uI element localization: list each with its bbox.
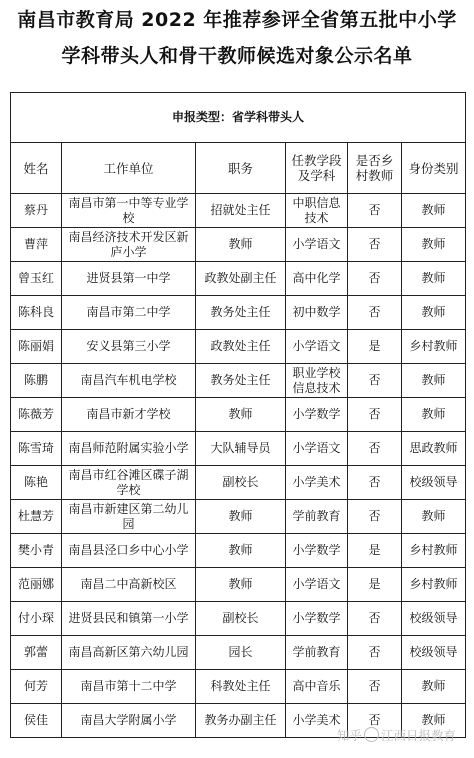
table-row — [11, 262, 466, 296]
cell-name: 范丽娜 — [11, 568, 62, 602]
cell-subject: 学前教育 — [286, 500, 348, 534]
cell-name: 侯佳 — [11, 704, 62, 738]
cell-rural: 否 — [348, 398, 402, 432]
header-identity: 身份类别 — [402, 143, 466, 194]
table-row — [11, 398, 466, 432]
header-rural: 是否乡村教师 — [348, 143, 402, 194]
cell-rural: 否 — [348, 466, 402, 500]
table-row — [11, 568, 466, 602]
cell-work-unit: 安义县第三小学 — [62, 330, 196, 364]
cell-rural: 是 — [348, 568, 402, 602]
cell-position: 大队辅导员 — [196, 432, 286, 466]
cell-work-unit: 南昌大学附属小学 — [62, 704, 196, 738]
cell-work-unit: 南昌高新区第六幼儿园 — [62, 636, 196, 670]
section-heading: 申报类型：省学科带头人 — [11, 93, 466, 143]
cell-position: 科教处主任 — [196, 670, 286, 704]
table-row — [11, 602, 466, 636]
table-row — [11, 364, 466, 398]
watermark — [337, 726, 456, 744]
cell-work-unit: 南昌市新建区第二幼儿园 — [62, 500, 196, 534]
table-row — [11, 466, 466, 500]
cell-rural: 否 — [348, 704, 402, 738]
cell-name: 陈雪琦 — [11, 432, 62, 466]
cell-position: 教师 — [196, 534, 286, 568]
table-row — [11, 670, 466, 704]
cell-work-unit: 进贤县第一中学 — [62, 262, 196, 296]
cell-name: 陈科良 — [11, 296, 62, 330]
table-row — [11, 330, 466, 364]
cell-work-unit: 南昌县泾口乡中心小学 — [62, 534, 196, 568]
watermark-logo-icon — [364, 727, 379, 742]
cell-position: 教务处主任 — [196, 296, 286, 330]
cell-position: 政教处副主任 — [196, 262, 286, 296]
cell-subject: 小学语文 — [286, 432, 348, 466]
cell-identity: 乡村教师 — [402, 534, 466, 568]
watermark-account: 江西日报教育 — [381, 728, 457, 743]
cell-rural: 是 — [348, 330, 402, 364]
cell-rural: 否 — [348, 296, 402, 330]
cell-identity: 教师 — [402, 500, 466, 534]
cell-name: 何芳 — [11, 670, 62, 704]
cell-subject: 高中化学 — [286, 262, 348, 296]
cell-identity: 乡村教师 — [402, 568, 466, 602]
table-row — [11, 296, 466, 330]
cell-work-unit: 南昌师范附属实验小学 — [62, 432, 196, 466]
cell-work-unit: 南昌市第十二中学 — [62, 670, 196, 704]
cell-name: 陈鹏 — [11, 364, 62, 398]
cell-position: 教师 — [196, 228, 286, 262]
cell-work-unit: 南昌二中高新校区 — [62, 568, 196, 602]
cell-rural: 否 — [348, 364, 402, 398]
table-row — [11, 228, 466, 262]
cell-identity: 教师 — [402, 262, 466, 296]
cell-position: 政教处主任 — [196, 330, 286, 364]
cell-work-unit: 南昌市第一中等专业学校 — [62, 194, 196, 228]
cell-position: 教师 — [196, 398, 286, 432]
cell-rural: 否 — [348, 262, 402, 296]
table-header-row — [11, 143, 466, 194]
cell-subject: 小学语文 — [286, 330, 348, 364]
header-subject: 任教学段及学科 — [286, 143, 348, 194]
cell-rural: 否 — [348, 602, 402, 636]
table-row — [11, 500, 466, 534]
cell-subject: 职业学校信息技术 — [286, 364, 348, 398]
document-title — [0, 2, 474, 74]
cell-position: 教务办副主任 — [196, 704, 286, 738]
header-name: 姓名 — [11, 143, 62, 194]
cell-subject: 小学语文 — [286, 568, 348, 602]
cell-identity: 乡村教师 — [402, 330, 466, 364]
cell-subject: 小学数学 — [286, 602, 348, 636]
header-work-unit: 工作单位 — [62, 143, 196, 194]
cell-subject: 学前教育 — [286, 636, 348, 670]
cell-position: 教师 — [196, 500, 286, 534]
cell-position: 副校长 — [196, 602, 286, 636]
cell-position: 园长 — [196, 636, 286, 670]
cell-position: 教师 — [196, 568, 286, 602]
cell-subject: 小学语文 — [286, 228, 348, 262]
cell-subject: 小学数学 — [286, 398, 348, 432]
cell-identity: 教师 — [402, 398, 466, 432]
cell-subject: 小学美术 — [286, 704, 348, 738]
cell-identity: 思政教师 — [402, 432, 466, 466]
cell-position: 教务处主任 — [196, 364, 286, 398]
candidate-table — [10, 92, 466, 738]
cell-rural: 是 — [348, 534, 402, 568]
cell-subject: 小学数学 — [286, 534, 348, 568]
cell-subject: 高中音乐 — [286, 670, 348, 704]
cell-work-unit: 南昌经济技术开发区新庐小学 — [62, 228, 196, 262]
table-row — [11, 534, 466, 568]
cell-rural: 否 — [348, 432, 402, 466]
cell-rural: 否 — [348, 228, 402, 262]
cell-name: 樊小青 — [11, 534, 62, 568]
cell-name: 曹萍 — [11, 228, 62, 262]
cell-work-unit: 南昌市红谷滩区碟子湖学校 — [62, 466, 196, 500]
cell-identity: 教师 — [402, 670, 466, 704]
cell-work-unit: 南昌汽车机电学校 — [62, 364, 196, 398]
cell-identity: 校级领导 — [402, 602, 466, 636]
cell-name: 付小琛 — [11, 602, 62, 636]
cell-name: 陈艳 — [11, 466, 62, 500]
cell-identity: 教师 — [402, 364, 466, 398]
watermark-prefix: 知乎 — [337, 728, 363, 743]
title-line-2: 学科带头人和骨干教师候选对象公示名单 — [61, 45, 413, 67]
cell-identity: 校级领导 — [402, 636, 466, 670]
cell-name: 陈薇芳 — [11, 398, 62, 432]
cell-identity: 教师 — [402, 704, 466, 738]
cell-name: 杜慧芳 — [11, 500, 62, 534]
cell-work-unit: 南昌市第二中学 — [62, 296, 196, 330]
cell-subject: 小学美术 — [286, 466, 348, 500]
table-row — [11, 194, 466, 228]
cell-rural: 否 — [348, 500, 402, 534]
cell-name: 郭蕾 — [11, 636, 62, 670]
cell-position: 招就处主任 — [196, 194, 286, 228]
header-position: 职务 — [196, 143, 286, 194]
cell-identity: 校级领导 — [402, 466, 466, 500]
cell-name: 蔡丹 — [11, 194, 62, 228]
cell-work-unit: 进贤县民和镇第一小学 — [62, 602, 196, 636]
cell-rural: 否 — [348, 670, 402, 704]
table-row — [11, 432, 466, 466]
cell-position: 副校长 — [196, 466, 286, 500]
cell-name: 曾玉红 — [11, 262, 62, 296]
cell-rural: 否 — [348, 194, 402, 228]
cell-rural: 否 — [348, 636, 402, 670]
cell-name: 陈丽娟 — [11, 330, 62, 364]
cell-subject: 中职信息技术 — [286, 194, 348, 228]
cell-identity: 教师 — [402, 194, 466, 228]
table-row — [11, 636, 466, 670]
cell-identity: 教师 — [402, 228, 466, 262]
cell-identity: 教师 — [402, 296, 466, 330]
cell-subject: 初中数学 — [286, 296, 348, 330]
title-line-1: 南昌市教育局 2022 年推荐参评全省第五批中小学 — [17, 9, 457, 31]
cell-work-unit: 南昌市新才学校 — [62, 398, 196, 432]
